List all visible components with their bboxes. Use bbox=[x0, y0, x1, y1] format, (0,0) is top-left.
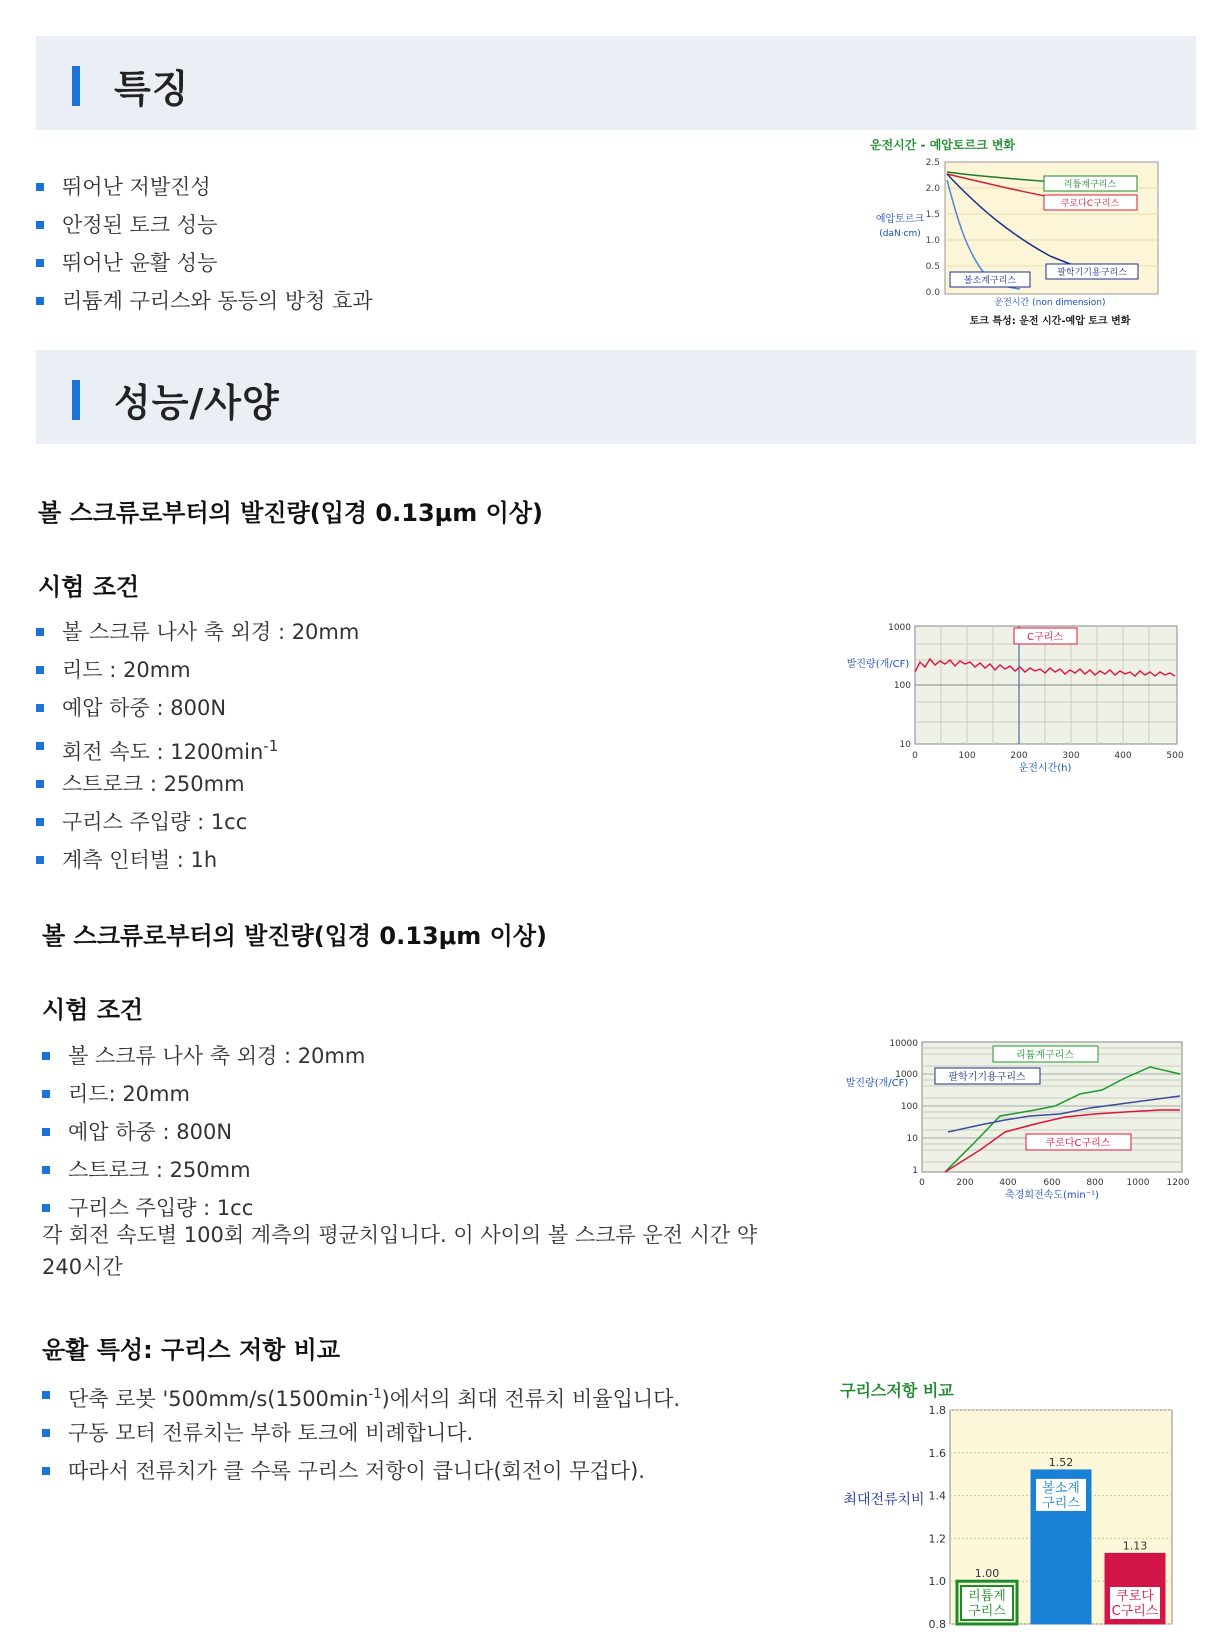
block1-heading: 볼 스크류로부터의 발진량(입경 0.13μm 이상) bbox=[38, 499, 544, 527]
dust-time-chart bbox=[820, 612, 1200, 792]
list-item: 구리스 주입량 : 1cc bbox=[36, 803, 359, 841]
category-label: 리튬계 bbox=[968, 1589, 1006, 1604]
y-tick: 1.6 bbox=[928, 1446, 946, 1460]
x-tick: 200 bbox=[1010, 751, 1028, 761]
x-tick: 400 bbox=[1114, 751, 1132, 761]
legend-optical: 팔학기기용구리스 bbox=[1057, 268, 1127, 278]
block2-subheading: 시험 조건 bbox=[42, 996, 144, 1024]
block3-list bbox=[42, 1376, 680, 1490]
block1-subheading: 시험 조건 bbox=[38, 573, 140, 601]
chart-title: 구리스저항 비교 bbox=[840, 1381, 954, 1400]
x-tick: 100 bbox=[958, 751, 976, 761]
y-tick: 10000 bbox=[889, 1039, 918, 1049]
y-axis-label: 발진량(개/CF) bbox=[845, 1078, 909, 1089]
x-axis-label: 축경회전속도(min⁻¹) bbox=[1005, 1190, 1099, 1201]
x-axis-label: 운전시간 (non dimension) bbox=[994, 298, 1106, 308]
y-axis-label: 최대전류치비 bbox=[843, 1492, 925, 1508]
legend-c-grease: C구리스 bbox=[1027, 632, 1063, 643]
y-tick: 100 bbox=[900, 1102, 918, 1112]
list-item: 리튬계 구리스와 동등의 방청 효과 bbox=[36, 282, 373, 320]
y-tick: 1.4 bbox=[928, 1489, 946, 1503]
x-tick: 1000 bbox=[1126, 1178, 1150, 1188]
category-label: 쿠로다 bbox=[1116, 1589, 1154, 1604]
category-label: 구리스 bbox=[968, 1604, 1006, 1619]
y-tick: 1.2 bbox=[928, 1532, 946, 1546]
y-axis-label: 예압토르크 bbox=[875, 214, 925, 225]
list-item: 뛰어난 저발진성 bbox=[36, 168, 373, 206]
list-item: 안정된 토크 성능 bbox=[36, 206, 373, 244]
x-tick: 0 bbox=[912, 751, 918, 761]
y-tick: 1000 bbox=[888, 623, 911, 633]
list-item bbox=[42, 1376, 680, 1414]
list-item: 리드: 20mm bbox=[42, 1075, 365, 1113]
bar-value-label: 1.13 bbox=[1122, 1539, 1148, 1553]
dust-speed-chart bbox=[820, 1030, 1200, 1210]
list-item: 계측 인터벌 : 1h bbox=[36, 841, 359, 879]
y-tick: 1.0 bbox=[928, 1575, 946, 1589]
list-item: 볼 스크류 나사 축 외경 : 20mm bbox=[36, 613, 359, 651]
item-text: )에서의 최대 전류치 비율입니다. bbox=[381, 1387, 681, 1411]
y-axis-unit: (daN·cm) bbox=[879, 229, 921, 239]
item-text: 단축 로봇 '500mm/s(1500min bbox=[68, 1387, 369, 1411]
y-tick: 0.0 bbox=[925, 288, 940, 298]
list-item: 볼 스크류 나사 축 외경 : 20mm bbox=[42, 1037, 365, 1075]
list-item: 뛰어난 윤활 성능 bbox=[36, 244, 373, 282]
list-item: 예압 하중 : 800N bbox=[42, 1113, 365, 1151]
spec-header bbox=[36, 350, 1196, 444]
block2-note: 각 회전 속도별 100회 계측의 평균치입니다. 이 사이의 볼 스크류 운전 시간 약 240시간 bbox=[42, 1223, 758, 1279]
list-item: 스트로크 : 250mm bbox=[42, 1151, 365, 1189]
y-tick: 1000 bbox=[895, 1070, 918, 1080]
y-tick: 2.0 bbox=[925, 184, 940, 194]
category-label: C구리스 bbox=[1111, 1604, 1159, 1619]
features-list bbox=[36, 168, 373, 320]
section-accent-bar bbox=[72, 380, 80, 420]
category-label: 구리스 bbox=[1042, 1495, 1080, 1511]
y-tick: 100 bbox=[893, 681, 911, 691]
legend-kuroda: 쿠로다C구리스 bbox=[1045, 1138, 1111, 1149]
chart-title: 운전시간 - 예압토르크 변화 bbox=[870, 138, 1016, 152]
grease-resistance-chart bbox=[840, 1378, 1210, 1630]
y-tick: 1.8 bbox=[928, 1404, 946, 1417]
list-item: 따라서 전류치가 클 수록 구리스 저항이 큽니다(회전이 무겁다). bbox=[42, 1452, 680, 1490]
bar-value-label: 1.52 bbox=[1048, 1455, 1074, 1469]
x-tick: 200 bbox=[956, 1178, 974, 1188]
bar-value-label: 1.00 bbox=[974, 1567, 1000, 1581]
block2-heading: 볼 스크류로부터의 발진량(입경 0.13μm 이상) bbox=[42, 922, 548, 950]
item-sup: -1 bbox=[368, 1387, 382, 1402]
y-tick: 1.0 bbox=[925, 236, 940, 246]
y-tick: 10 bbox=[906, 1134, 918, 1144]
legend-kuroda: 쿠로다C구리스 bbox=[1060, 199, 1120, 209]
x-tick: 300 bbox=[1062, 751, 1080, 761]
list-item: 예압 하중 : 800N bbox=[36, 689, 359, 727]
list-item: 스트로크 : 250mm bbox=[36, 765, 359, 803]
y-tick: 1.5 bbox=[925, 210, 940, 220]
list-item: 구동 모터 전류치는 부하 토크에 비례합니다. bbox=[42, 1414, 680, 1452]
x-tick: 600 bbox=[1043, 1178, 1061, 1188]
x-tick: 400 bbox=[999, 1178, 1017, 1188]
chart-caption: 토크 특성: 운전 시간-예압 토크 변화 bbox=[969, 316, 1131, 327]
y-axis-label: 발진량(개/CF) bbox=[846, 659, 910, 670]
features-header bbox=[36, 36, 1196, 130]
y-tick: 0.8 bbox=[928, 1618, 946, 1630]
speed-text: 회전 속도 : 1200min bbox=[62, 740, 264, 764]
spec-title: 성능/사양 bbox=[114, 381, 280, 425]
x-tick: 0 bbox=[919, 1178, 925, 1188]
section-accent-bar bbox=[72, 66, 80, 106]
legend-ball: 볼소계구리스 bbox=[963, 276, 1017, 286]
category-label: 볼소계 bbox=[1042, 1480, 1080, 1496]
x-axis-label: 운전시간(h) bbox=[1018, 763, 1072, 774]
y-tick: 0.5 bbox=[925, 262, 940, 272]
list-item: 리드 : 20mm bbox=[36, 651, 359, 689]
block3-heading: 윤활 특성: 구리스 저항 비교 bbox=[42, 1336, 341, 1364]
block2-conditions bbox=[42, 1037, 365, 1227]
list-item: 구리스 주입량 : 1cc bbox=[42, 1189, 365, 1227]
x-tick: 500 bbox=[1166, 751, 1184, 761]
legend-lithium: 리튬계구리스 bbox=[1063, 180, 1117, 190]
legend-lithium: 리튬계구리스 bbox=[1016, 1050, 1074, 1061]
y-tick: 1 bbox=[912, 1166, 918, 1176]
x-tick: 1200 bbox=[1166, 1178, 1190, 1188]
block1-conditions bbox=[36, 613, 359, 879]
list-item bbox=[36, 727, 359, 765]
y-tick: 2.5 bbox=[925, 158, 940, 168]
x-tick: 800 bbox=[1086, 1178, 1104, 1188]
features-title: 특징 bbox=[114, 67, 190, 111]
legend-optical: 팔학기기용구리스 bbox=[948, 1072, 1026, 1083]
speed-unit-sup: -1 bbox=[263, 737, 279, 755]
torque-chart bbox=[860, 134, 1200, 344]
y-tick: 10 bbox=[899, 740, 911, 750]
